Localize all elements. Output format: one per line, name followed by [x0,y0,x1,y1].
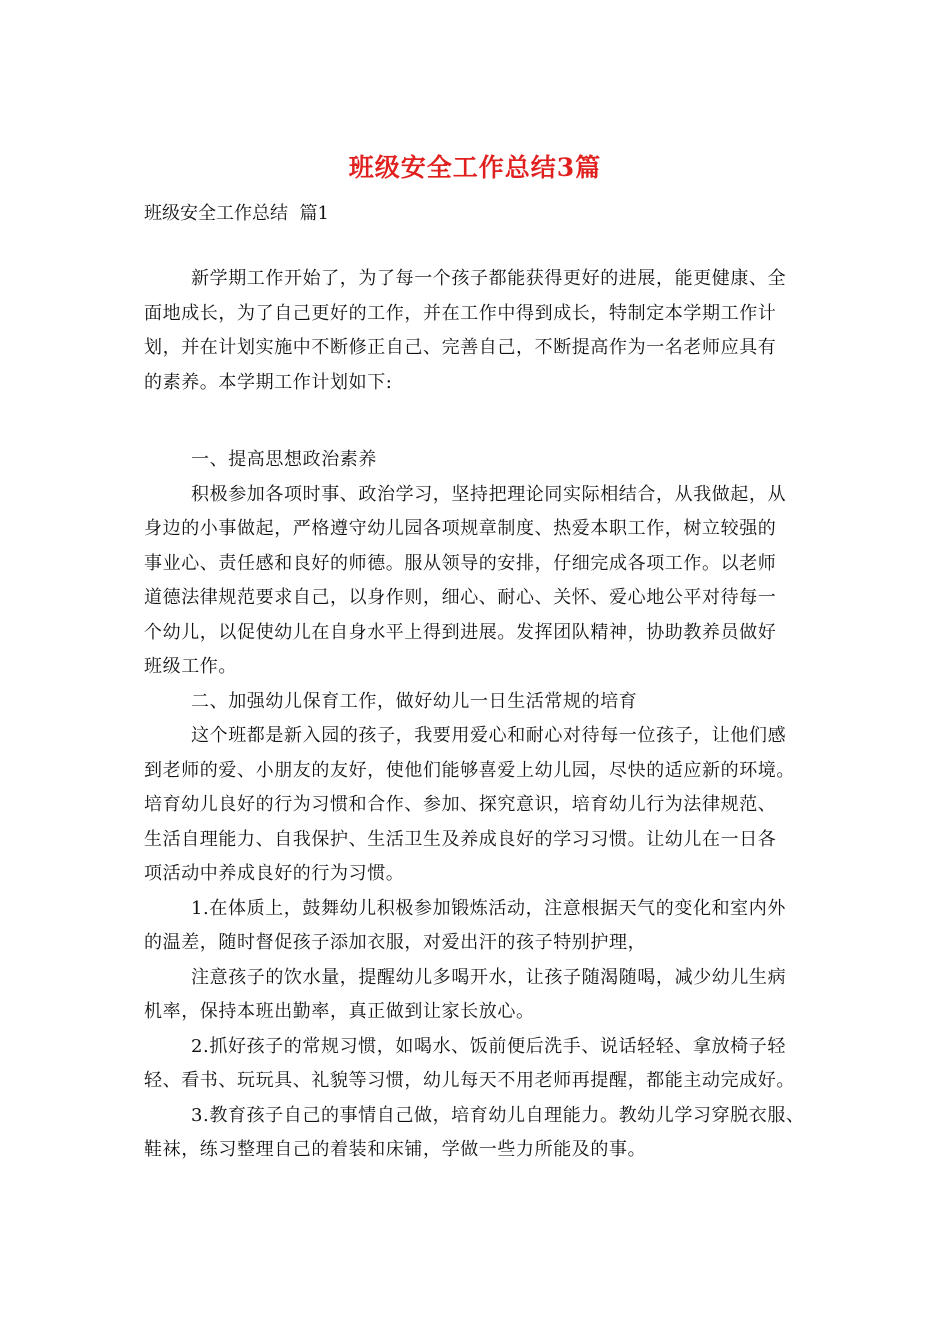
intro-paragraph [144,262,819,400]
section-heading: 二、加强幼儿保育工作，做好幼儿一日生活常规的培育 [191,690,638,712]
body-line: 项活动中养成良好的行为习惯。 [144,863,405,884]
intro-line: 的素养。本学期工作计划如下: [144,371,393,393]
body-line: 道德法律规范要求自己，以身作则，细心、耐心、关怀、爱心地公平对待每一 [144,587,777,608]
intro-line: 面地成长，为了自己更好的工作，并在工作中得到成长，特制定本学期工作计 [144,302,777,324]
body-line: 培育幼儿良好的行为习惯和合作、参加、探究意识，培育幼儿行为法律规范、 [144,794,777,815]
intro-line: 划，并在计划实施中不断修正自己、完善自己，不断提高作为一名老师应具有 [144,337,777,358]
document-title: 班级安全工作总结3篇 [348,153,602,182]
body-line: 到老师的爱、小朋友的友好，使他们能够喜爱上幼儿园，尽快的适应新的环境。 [144,759,795,781]
body-line: 轻、看书、玩玩具、礼貌等习惯，幼儿每天不用老师再提醒，都能主动完成好。 [144,1070,795,1091]
document-subtitle: 班级安全工作总结 篇1 [144,203,329,224]
body-line: 积极参加各项时事、政治学习，坚持把理论同实际相结合，从我做起，从 [191,483,787,505]
body-line: 事业心、责任感和良好的师德。服从领导的安排，仔细完成各项工作。以老师 [144,552,777,574]
body-line: 班级工作。 [144,656,237,677]
body-line: 生活自理能力、自我保护、生活卫生及养成良好的学习习惯。让幼儿在一日各 [144,828,777,850]
section-heading: 一、提高思想政治素养 [191,449,377,470]
list-item: 2.抓好孩子的常规习惯，如喝水、饭前便后洗手、说话轻轻、拿放椅子轻 [191,1035,786,1057]
body-line: 的温差，随时督促孩子添加衣服，对爱出汗的孩子特别护理， [144,932,647,953]
body-line: 个幼儿，以促使幼儿在自身水平上得到进展。发挥团队精神，协助教养员做好 [144,621,777,643]
intro-line: 新学期工作开始了，为了每一个孩子都能获得更好的进展，能更健康、全 [191,268,787,289]
body-line: 注意孩子的饮水量，提醒幼儿多喝开水，让孩子随渴随喝，减少幼儿生病 [191,966,787,988]
list-item: 3.教育孩子自己的事情自己做，培育幼儿自理能力。教幼儿学习穿脱衣服、 [191,1104,805,1126]
body-section [144,443,819,1168]
body-line: 这个班都是新入园的孩子，我要用爱心和耐心对待每一位孩子，让他们感 [191,725,787,746]
body-line: 鞋袜，练习整理自己的着装和床铺，学做一些力所能及的事。 [144,1139,647,1160]
body-line: 机率，保持本班出勤率，真正做到让家长放心。 [144,1001,535,1022]
body-line: 身边的小事做起，严格遵守幼儿园各项规章制度、热爱本职工作，树立较强的 [144,518,777,539]
list-item: 1.在体质上，鼓舞幼儿积极参加锻炼活动，注意根据天气的变化和室内外 [191,897,786,919]
